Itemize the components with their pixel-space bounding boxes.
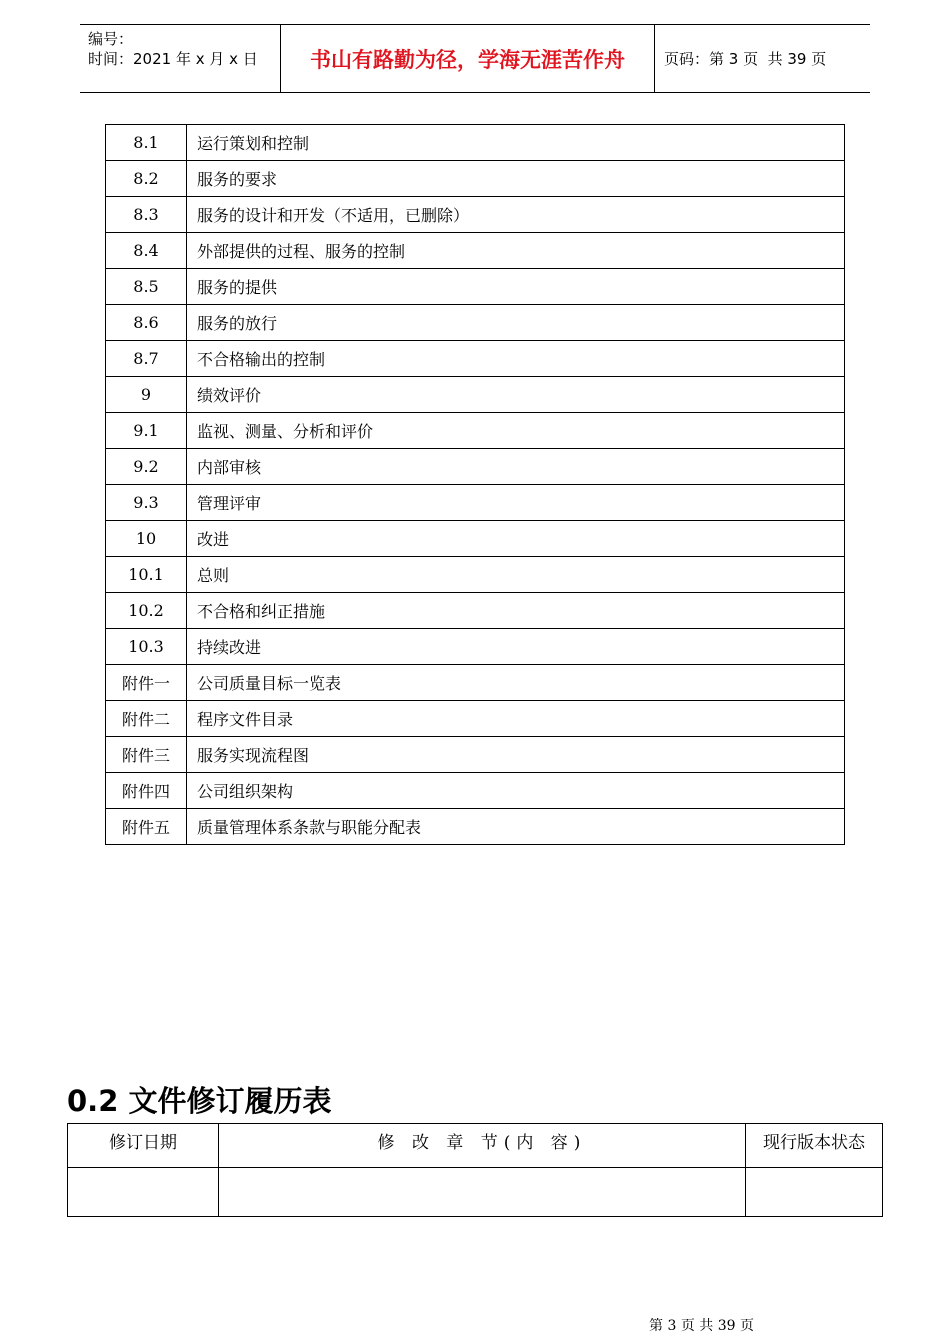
toc-row (106, 413, 845, 449)
toc-number: 8.2 (106, 161, 187, 197)
revision-history-table (67, 1123, 883, 1217)
toc-row (106, 269, 845, 305)
toc-title: 运行策划和控制 (187, 125, 845, 161)
toc-title: 监视、测量、分析和评价 (187, 413, 845, 449)
toc-row (106, 161, 845, 197)
toc-row (106, 665, 845, 701)
toc-number: 8.3 (106, 197, 187, 233)
toc-number: 附件四 (106, 773, 187, 809)
version-status-cell[interactable] (746, 1168, 883, 1217)
toc-title: 质量管理体系条款与职能分配表 (187, 809, 845, 845)
revision-row (68, 1168, 883, 1217)
toc-title: 服务实现流程图 (187, 737, 845, 773)
toc-row (106, 449, 845, 485)
toc-row (106, 197, 845, 233)
header-page-info (655, 25, 870, 92)
toc-title: 服务的提供 (187, 269, 845, 305)
toc-number: 8.5 (106, 269, 187, 305)
toc-title: 公司质量目标一览表 (187, 665, 845, 701)
revised-section-cell[interactable] (219, 1168, 746, 1217)
toc-number: 10.1 (106, 557, 187, 593)
toc-number: 8.7 (106, 341, 187, 377)
toc-title: 服务的要求 (187, 161, 845, 197)
toc-row (106, 233, 845, 269)
toc-number: 附件三 (106, 737, 187, 773)
toc-title: 外部提供的过程、服务的控制 (187, 233, 845, 269)
toc-row (106, 701, 845, 737)
page-footer: 第 3 页 共 39 页 (649, 1318, 754, 1334)
toc-number: 附件一 (106, 665, 187, 701)
toc-row (106, 341, 845, 377)
toc-title: 公司组织架构 (187, 773, 845, 809)
toc-title: 内部审核 (187, 449, 845, 485)
toc-row (106, 305, 845, 341)
toc-number: 8.1 (106, 125, 187, 161)
toc-row (106, 377, 845, 413)
toc-number: 8.4 (106, 233, 187, 269)
revision-header-row (68, 1124, 883, 1168)
toc-row (106, 737, 845, 773)
toc-number: 9.3 (106, 485, 187, 521)
toc-row (106, 593, 845, 629)
toc-title: 服务的放行 (187, 305, 845, 341)
col-version-status: 现行版本状态 (746, 1124, 883, 1168)
doc-date-label: 时间：2021 年 x 月 x 日 (88, 50, 258, 68)
header-meta (80, 25, 281, 92)
toc-title: 改进 (187, 521, 845, 557)
section-title: 0.2 文件修订履历表 (67, 1084, 332, 1118)
toc-number: 9.1 (106, 413, 187, 449)
toc-number: 8.6 (106, 305, 187, 341)
toc-title: 总则 (187, 557, 845, 593)
toc-number: 10.2 (106, 593, 187, 629)
header-motto: 书山有路勤为径，学海无涯苦作舟 (281, 25, 655, 92)
doc-code-label: 编号： (88, 30, 134, 48)
toc-row (106, 521, 845, 557)
toc-title: 绩效评价 (187, 377, 845, 413)
header-page-info-text: 页码：第 3 页 共 39 页 (664, 50, 827, 68)
col-revised-section: 修 改 章 节(内 容) (219, 1124, 746, 1168)
toc-number: 附件二 (106, 701, 187, 737)
toc-title: 持续改进 (187, 629, 845, 665)
toc-title: 不合格输出的控制 (187, 341, 845, 377)
toc-row (106, 629, 845, 665)
toc-row (106, 485, 845, 521)
revision-date-cell[interactable] (68, 1168, 219, 1217)
toc-row (106, 809, 845, 845)
toc-number: 9.2 (106, 449, 187, 485)
col-revision-date: 修订日期 (68, 1124, 219, 1168)
page-header (80, 24, 870, 93)
toc-table (105, 124, 845, 845)
toc-row (106, 125, 845, 161)
toc-number: 10 (106, 521, 187, 557)
toc-title: 程序文件目录 (187, 701, 845, 737)
toc-number: 10.3 (106, 629, 187, 665)
toc-title: 服务的设计和开发（不适用，已删除） (187, 197, 845, 233)
toc-title: 管理评审 (187, 485, 845, 521)
toc-number: 附件五 (106, 809, 187, 845)
toc-row (106, 773, 845, 809)
toc-title: 不合格和纠正措施 (187, 593, 845, 629)
toc-number: 9 (106, 377, 187, 413)
toc-row (106, 557, 845, 593)
